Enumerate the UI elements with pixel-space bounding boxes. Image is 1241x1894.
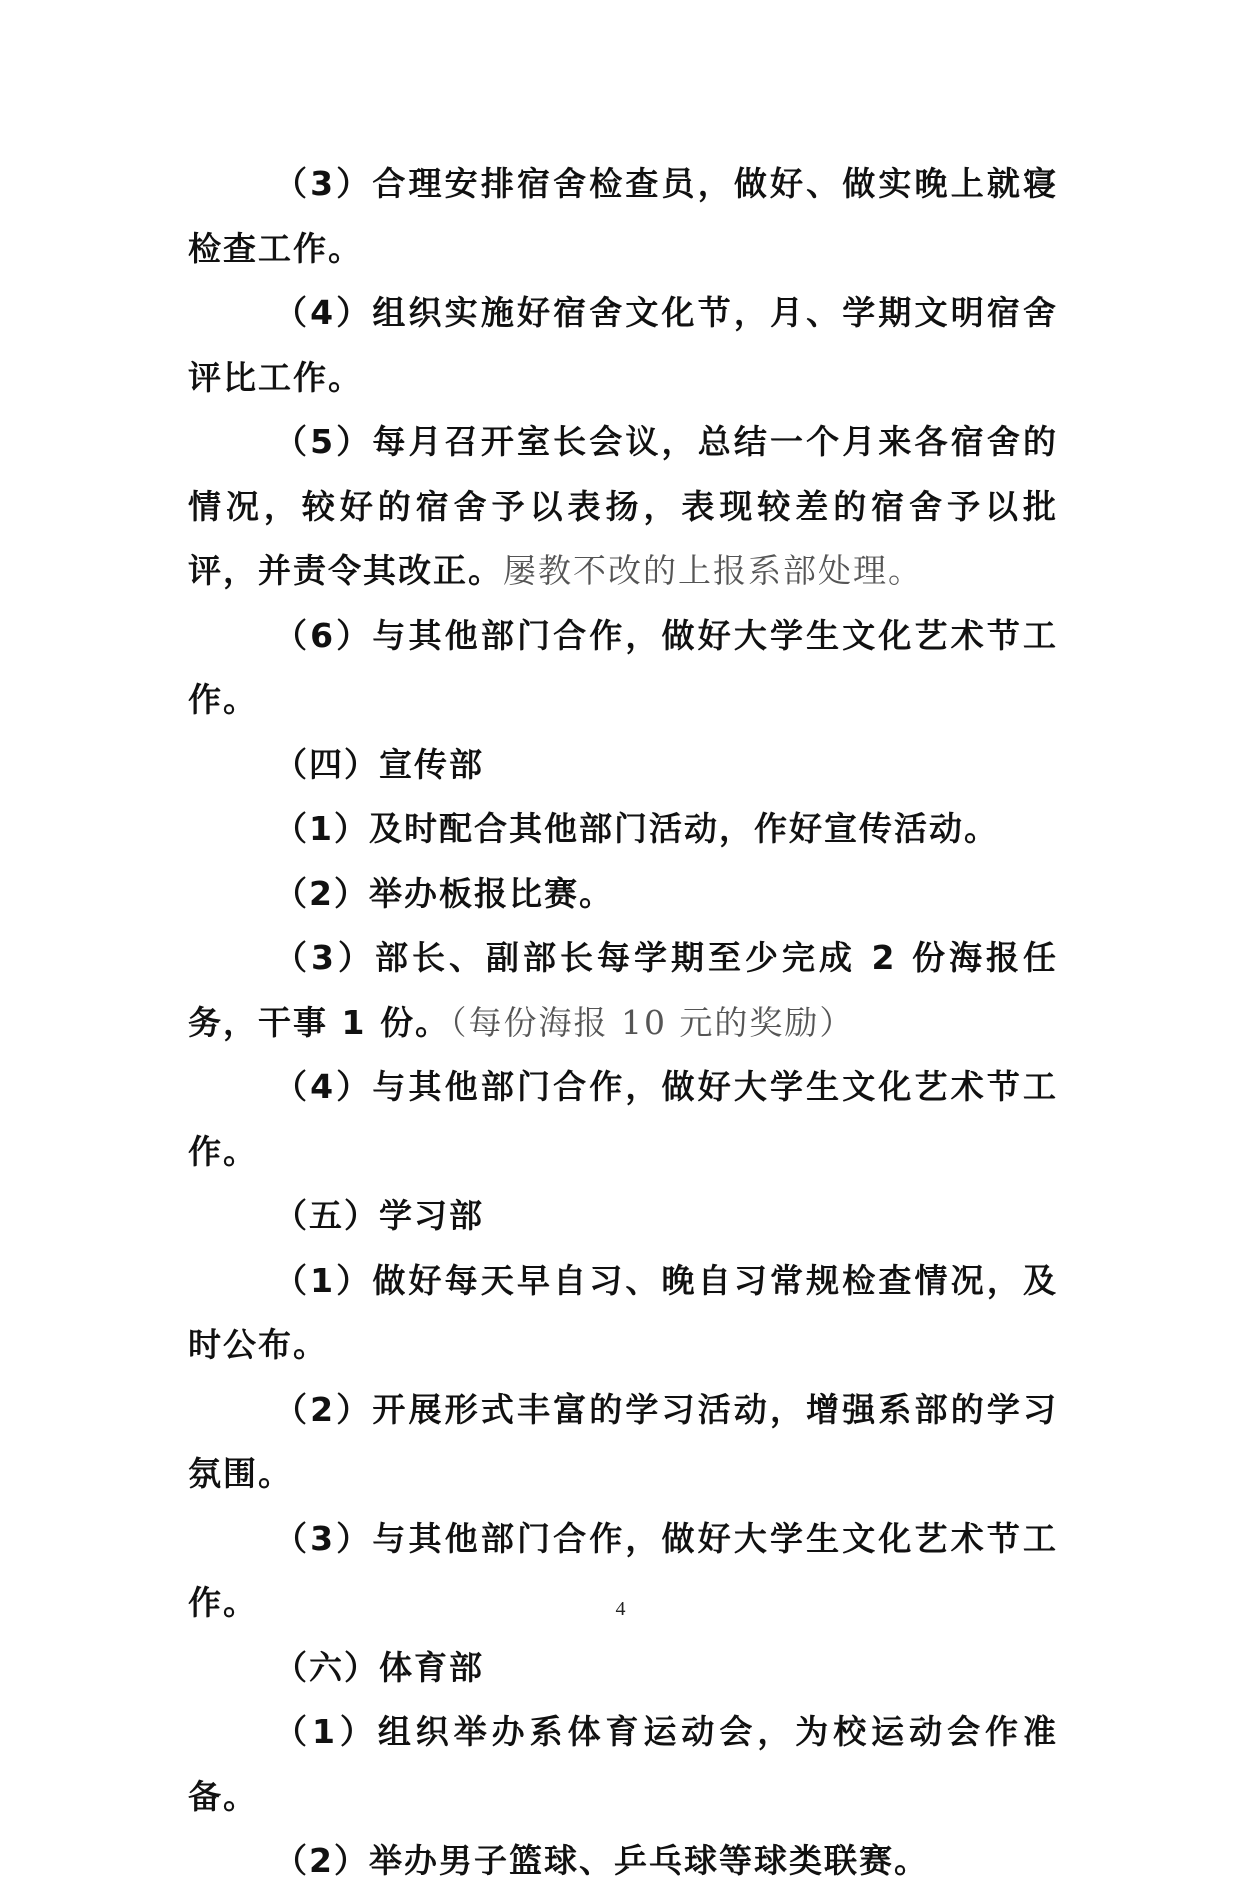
paragraph (188, 926, 1058, 1055)
paragraph-text: （2）举办板报比赛。 (274, 873, 614, 913)
paragraph-text: （3）合理安排宿舍检查员，做好、做实晚上就寝检查工作。 (188, 164, 1058, 268)
section-heading (188, 733, 1058, 798)
paragraph (188, 604, 1058, 733)
paragraph (188, 1378, 1058, 1507)
paragraph-note-text: （每份海报 10 元的奖励） (449, 1002, 855, 1042)
paragraph-text: （4）与其他部门合作，做好大学生文化艺术节工作。 (188, 1067, 1058, 1171)
paragraph-text: （5）每月召开室长会议，总结一个月来各宿舍的情况，较好的宿舍予以表扬，表现较差的宿舍予以批评，并责令其改正。 (188, 422, 1058, 590)
paragraph-text: （1）组织举办系体育运动会，为校运动会作准备。 (188, 1712, 1058, 1816)
section-heading-text: （六）体育部 (274, 1647, 484, 1687)
page-number: 4 (615, 1598, 626, 1620)
paragraph (188, 797, 1058, 862)
section-heading-text: （五）学习部 (274, 1196, 484, 1235)
paragraph-note-text: 屡教不改的上报系部处理。 (503, 551, 923, 590)
paragraph-text: （1）及时配合其他部门活动，作好宣传活动。 (274, 809, 999, 848)
section-heading (188, 1184, 1058, 1249)
paragraph (188, 1249, 1058, 1378)
paragraph-text: （6）与其他部门合作，做好大学生文化艺术节工作。 (188, 615, 1058, 719)
document-body (188, 152, 1058, 1894)
paragraph (188, 1700, 1058, 1829)
paragraph-text: （2）举办男子篮球、乒乓球等球类联赛。 (274, 1841, 929, 1880)
paragraph-text: （2）开展形式丰富的学习活动，增强系部的学习氛围。 (188, 1389, 1058, 1493)
paragraph-text: （4）组织实施好宿舍文化节，月、学期文明宿舍评比工作。 (188, 293, 1058, 397)
paragraph-text: （3）部长、副部长每学期至少完成 2 份海报任务，干事 1 份。 (188, 938, 1058, 1042)
paragraph (188, 1055, 1058, 1184)
section-heading-text: （四）宣传部 (274, 744, 484, 784)
paragraph (188, 410, 1058, 604)
paragraph-text: （3）与其他部门合作，做好大学生文化艺术节工作。 (188, 1518, 1058, 1622)
paragraph-text: （1）做好每天早自习、晚自习常规检查情况，及时公布。 (188, 1260, 1058, 1364)
paragraph (188, 152, 1058, 281)
section-heading (188, 1636, 1058, 1701)
paragraph (188, 281, 1058, 410)
paragraph (188, 862, 1058, 927)
paragraph (188, 1829, 1058, 1894)
